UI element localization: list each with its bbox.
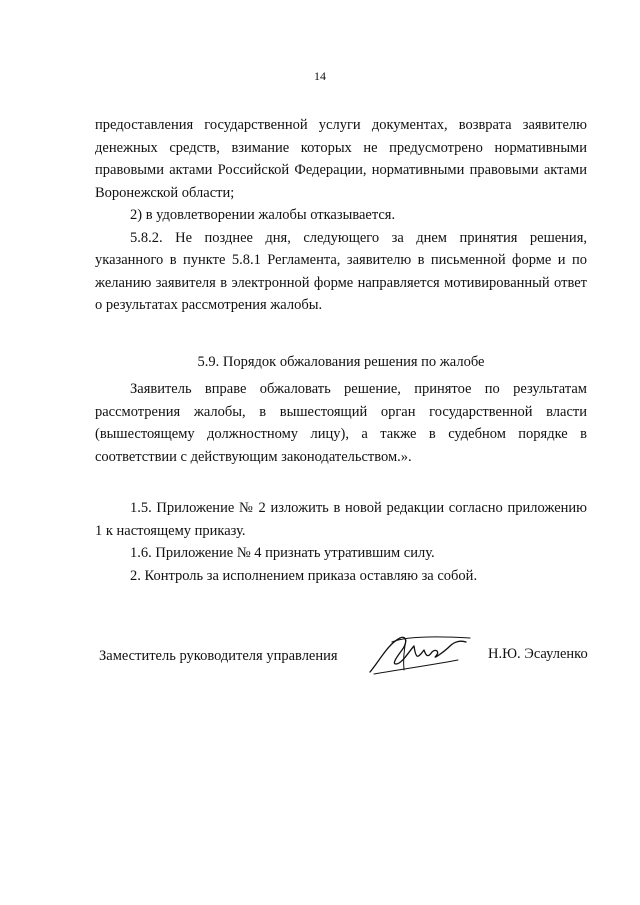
paragraph-5-9: Заявитель вправе обжаловать решение, принятое по результатам рассмотрения жалобы, в вышестоящий орган государственной власти (вышестоящему должностному лицу), а также в судебном порядке в соответствии с действующим законодательством.». bbox=[95, 381, 587, 465]
signatory-name: Н.Ю. Эсауленко bbox=[488, 646, 588, 662]
paragraph-1-6: 1.6. Приложение № 4 признать утратившим силу. bbox=[130, 545, 435, 561]
paragraph-continuation: предоставления государственной услуги документах, возврата заявителю денежных средств, взимание которых не предусмотрено нормативными правовыми актами Российской Федерации, нормативными правовыми актами Воронежской области; bbox=[95, 117, 587, 201]
page-number: 14 bbox=[314, 69, 326, 83]
paragraph-5-8-2: 5.8.2. Не позднее дня, следующего за днем принятия решения, указанного в пункте 5.8.1 Регламента, заявителю в письменной форме и по желанию заявителя в электронной форме направляется мотивированный ответ о результатах рассмотрения жалобы. bbox=[95, 229, 587, 313]
section-heading-5-9: 5.9. Порядок обжалования решения по жалобе bbox=[197, 354, 485, 370]
paragraph-1-5: 1.5. Приложение № 2 изложить в новой редакции согласно приложению 1 к настоящему приказу. bbox=[95, 500, 587, 539]
section-5-9-body bbox=[95, 378, 587, 468]
signatory-role: Заместитель руководителя управления bbox=[99, 648, 338, 664]
paragraph-2: 2. Контроль за исполнением приказа оставляю за собой. bbox=[130, 567, 478, 584]
handwritten-signature bbox=[366, 630, 478, 678]
order-items bbox=[95, 497, 587, 587]
paragraph-item-2: 2) в удовлетворении жалобы отказывается. bbox=[130, 207, 396, 223]
section-5-8-text bbox=[95, 114, 587, 317]
